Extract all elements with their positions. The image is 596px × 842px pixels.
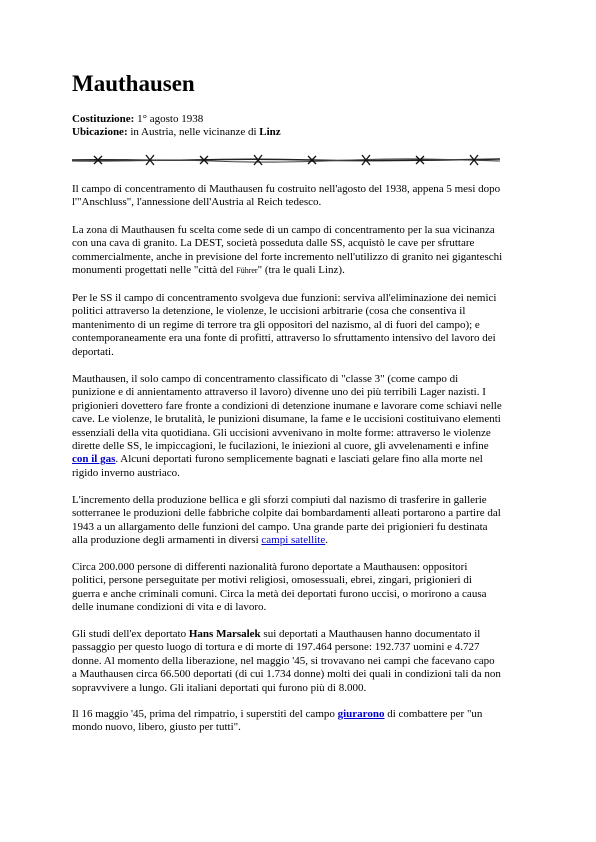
- text-line: passaggio per questo luogo di tortura e di morte di 197.464 persone: 192.737 uomini e 4.727: [72, 641, 480, 654]
- text-line: 1943 a un allargamento delle funzioni del campo. Una grande parte dei prigionieri fu destinata: [72, 520, 488, 533]
- text-line: l'"Anschluss", l'annessione dell'Austria al Reich tedesco.: [72, 196, 322, 209]
- text-line: L'incremento della produzione bellica e gli sforzi compiuti dal nazismo di trasferire in gallerie: [72, 494, 487, 506]
- location-line: [72, 126, 281, 139]
- text-fragment: . Alcuni deportati furono semplicemente bagnati e lasciati gelare fino alla morte nel: [115, 453, 483, 466]
- text-line: [72, 264, 528, 277]
- text-line: punizione e di annientamento attraverso il lavoro) divenne uno dei più terribili Lager nazisti. I: [72, 386, 486, 399]
- founding-label: Costituzione:: [72, 113, 135, 125]
- text-fragment: Il 16 maggio '45, prima del rimpatrio, i superstiti del campo: [72, 708, 338, 720]
- fuhrer-small-text: Führer: [236, 266, 258, 276]
- text-line: La zona di Mauthausen fu scelta come sede di un campo di concentramento per la sua vicinanza: [72, 224, 495, 236]
- location-city: Linz: [259, 126, 281, 138]
- paragraph-1: [72, 183, 528, 210]
- text-fragment: .: [325, 534, 328, 547]
- text-line: [72, 628, 528, 641]
- paragraph-7: [72, 628, 528, 695]
- text-line: mantenimento di un regime di terrore tra gli oppositori del nazismo, al di fuori del campo); e: [72, 318, 480, 331]
- founding-line: [72, 113, 281, 126]
- text-line: dirette delle SS, le impiccagioni, le fucilazioni, le iniezioni al cuore, gli avvelenamenti e infine: [72, 440, 489, 453]
- hans-marsalek-name: Hans Marsalek: [188, 628, 261, 640]
- text-fragment: Gli studi dell'ex deportato: [72, 628, 189, 640]
- text-line: sotterranee le produzioni delle fabbriche colpite dai bombardamenti alleati portarono a partire dal: [72, 507, 501, 520]
- text-line: donne. Al momento della liberazione, nel maggio '45, si trovavano nei campi che facevano capo: [72, 654, 495, 667]
- text-line: essenziali della vita quotidiana. Gli uccisioni avvenivano in molte forme: attraverso le violenze: [72, 426, 491, 439]
- giurarono-link[interactable]: giurarono: [337, 708, 385, 720]
- text-line: prigionieri dovettero fare fronte a condizioni di detenzione inumane e lavorare come schiavi nelle: [72, 399, 502, 412]
- text-line: a Mauthausen circa 66.500 deportati (di cui 1.734 donne) molti dei quali in condizioni tali da non: [72, 668, 501, 681]
- location-value: in Austria, nelle vicinanze di: [127, 126, 260, 138]
- text-line: cave. Le violenze, le brutalità, le punizioni disumane, la fame e le uccisioni costituivano elementi: [72, 413, 501, 426]
- satellite-camps-link[interactable]: campi satellite: [261, 534, 326, 547]
- founding-value: 1° agosto 1938: [134, 113, 204, 125]
- text-line: mondo nuovo, libero, giusto per tutti".: [72, 721, 241, 734]
- text-line: politici attraverso la detenzione, le violenze, le uccisioni arbitrarie (cosa che consentiva il: [72, 305, 466, 318]
- paragraph-3: [72, 292, 528, 359]
- paragraph-4: [72, 373, 528, 480]
- text-line: contemporaneamente era una fonte di profitti, attraverso lo sfruttamento intensivo del lavoro dei: [72, 332, 496, 345]
- text-fragment: alla produzione degli armamenti in diversi: [72, 534, 262, 547]
- gas-link[interactable]: con il gas: [72, 453, 116, 466]
- text-line: [72, 534, 528, 547]
- paragraph-5: [72, 494, 528, 548]
- barbed-wire-divider: [72, 150, 500, 170]
- text-fragment: sui deportati a Mauthausen hanno documentato il: [260, 628, 481, 640]
- text-line: sopravvivere a lungo. Gli italiani deportati qui furono più di 8.000.: [72, 681, 367, 694]
- text-line: Il campo di concentramento di Mauthausen fu costruito nell'agosto del 1938, appena 5 mesi dopo: [72, 183, 501, 195]
- page-title: Mauthausen: [72, 71, 195, 96]
- text-line: politici, persone perseguitate per motivi religiosi, omosessuali, ebrei, zingari, prigionieri di: [72, 574, 472, 587]
- text-line: [72, 708, 528, 721]
- meta-block: [72, 113, 281, 139]
- text-line: Per le SS il campo di concentramento svolgeva due funzioni: serviva all'eliminazione dei nemici: [72, 292, 497, 304]
- text-fragment: " (tra le quali Linz).: [257, 264, 345, 277]
- text-fragment: monumenti progettati nelle "città del: [72, 264, 237, 277]
- text-line: rigido inverno austriaco.: [72, 466, 180, 479]
- text-line: Circa 200.000 persone di differenti nazionalità furono deportate a Mauthausen: oppositori: [72, 561, 468, 573]
- text-line: Mauthausen, il solo campo di concentramento classificato di "classe 3" (come campo di: [72, 373, 459, 385]
- location-label: Ubicazione:: [72, 126, 128, 138]
- text-fragment: di combattere per "un: [384, 708, 483, 720]
- text-line: deportati.: [72, 345, 114, 358]
- paragraph-8: [72, 708, 528, 735]
- text-line: [72, 453, 528, 466]
- text-line: con una cava di granito. La DEST, società posseduta dalle SS, acquistò le cave per sfruttare: [72, 237, 475, 250]
- paragraph-2: [72, 224, 528, 278]
- text-line: commercialmente, anche in previsione del forte incremento nell'utilizzo di granito nei giganteschi: [72, 250, 503, 263]
- paragraph-6: [72, 561, 528, 615]
- text-line: delle inumane condizioni di vita e di lavoro.: [72, 601, 267, 614]
- text-line: guerra e anche criminali comuni. Circa la metà dei deportati furono uccisi, o morirono a causa: [72, 587, 487, 600]
